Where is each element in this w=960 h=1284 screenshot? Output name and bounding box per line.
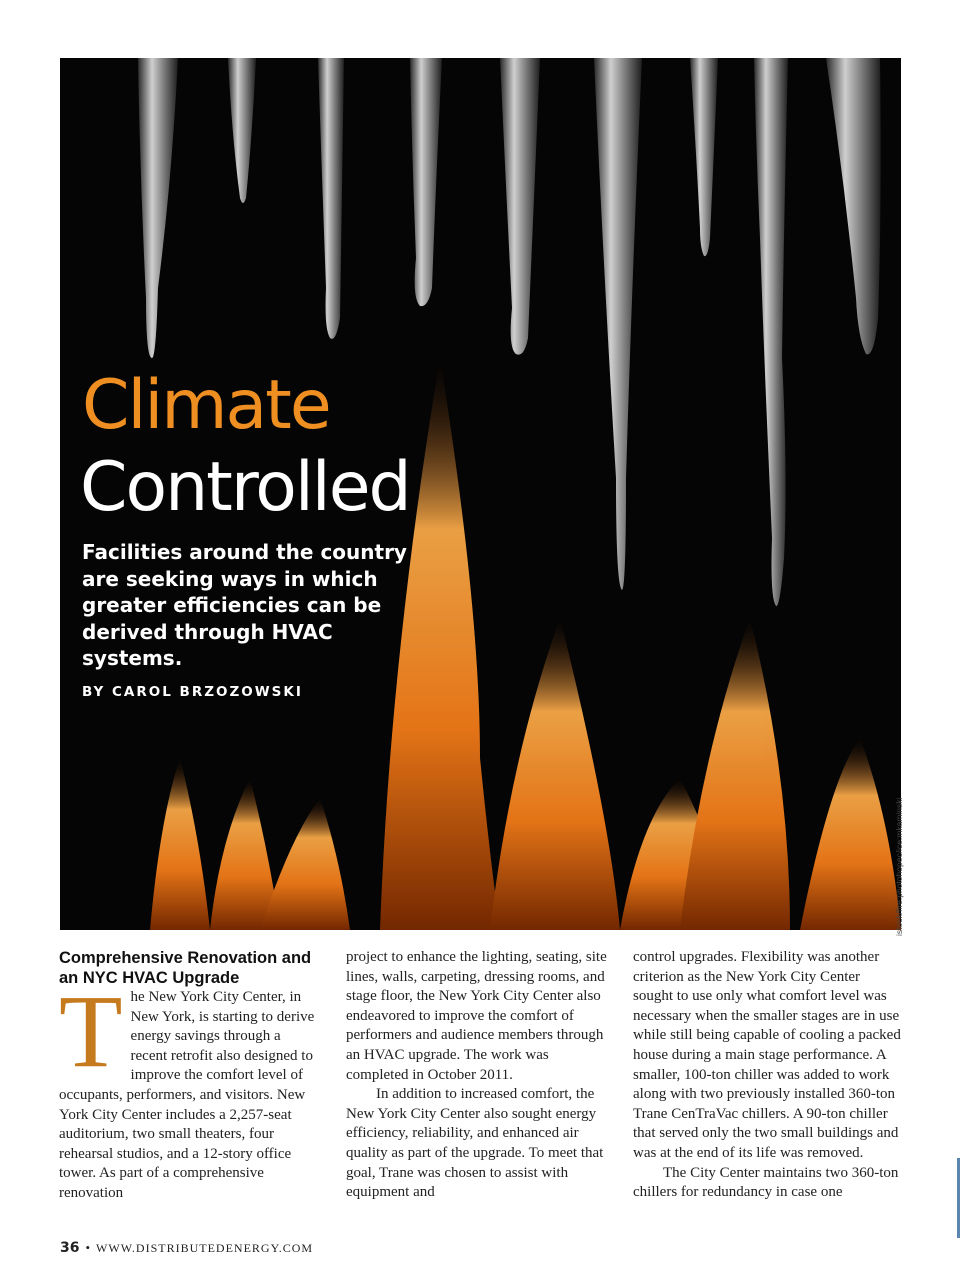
paragraph: In addition to increased comfort, the New York City Center also sought energy efficiency, reliability, and enhanced air quality as part of the upgrade. To meet that goal, Trane was chosen to assist with equipment and xyxy=(346,1086,604,1201)
hero-image xyxy=(60,58,901,930)
article-column-1 xyxy=(59,948,321,1204)
article-column-2 xyxy=(346,948,614,1203)
website-link[interactable]: WWW.DISTRIBUTEDENERGY.COM xyxy=(96,1241,314,1255)
paragraph: control upgrades. Flexibility was another criterion as the New York City Center sought to use only what comfort level was necessary when the smaller stages are in use while still being capable of cooling a packed house during a main stage performance. A smaller, 100-ton chiller was added to work along with two previously installed 360-ton Trane CenTraVac chillers. A 90-ton chiller that served only the two small buildings and was at the end of its life was removed. xyxy=(633,949,901,1161)
headline-line-2: Controlled xyxy=(80,448,410,527)
byline: BY CAROL BRZOZOWSKI xyxy=(82,684,303,700)
article-column-3 xyxy=(633,948,901,1203)
photo-credit: istock/fire:photohopec/ice:mkaminski xyxy=(894,797,904,936)
paragraph: project to enhance the lighting, seating, site lines, walls, carpeting, dressing rooms, and stage floor, the New York City Center also endeavored to improve the comfort of performers and audience members through an HVAC upgrade. The work was completed in October 2011. xyxy=(346,949,607,1083)
paragraph: The City Center maintains two 360-ton chillers for redundancy in case one xyxy=(633,1164,899,1201)
deck-text: Facilities around the country are seeking ways in which greater efficiencies can be derived through HVAC systems. xyxy=(82,540,407,670)
headline-line-1: Climate xyxy=(82,366,330,445)
page-footer xyxy=(60,1240,313,1256)
bullet-separator: • xyxy=(85,1240,91,1255)
dropcap: T xyxy=(59,974,123,1089)
article-subhead: Comprehensive Renovation and an NYC HVAC Upgrade xyxy=(59,949,312,987)
col1-body: he New York City Center, in New York, is starting to derive energy savings through a recent retrofit also designed to improve the comfort level of occupants, performers, and visitors. New York City Center includes a 2,257-seat auditorium, two small theaters, four rehearsal studios, and a 12-story office tower. As part of a comprehensive renovation xyxy=(59,989,315,1201)
paragraph xyxy=(59,974,321,1204)
page-number: 36 xyxy=(60,1240,80,1256)
